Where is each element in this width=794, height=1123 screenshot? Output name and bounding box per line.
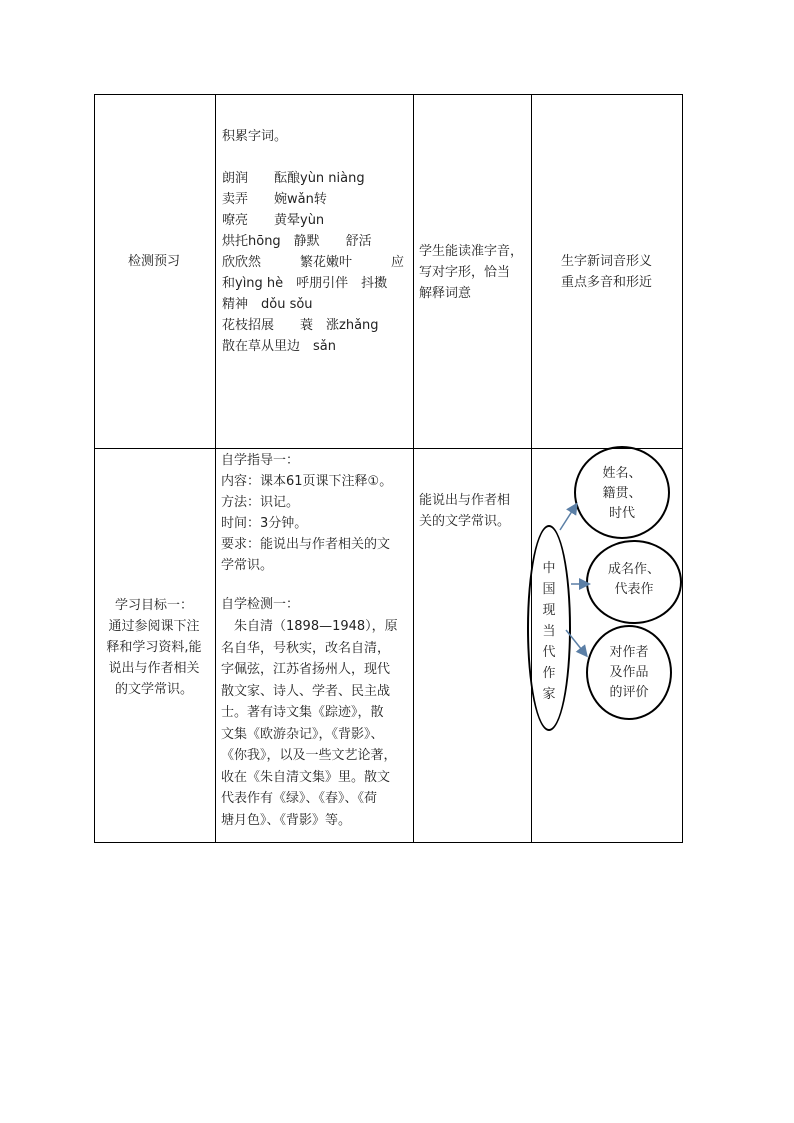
check-line: 朱自清（1898—1948），原 [221, 619, 398, 634]
row2-goal-line: 能说出与作者相 [419, 493, 511, 508]
vocab-line: 和yìng hè 呼朋引伴 抖擞 [222, 276, 388, 291]
arrow-to-evaluation [566, 630, 586, 655]
row2-objective-line: 释和学习资料,能 [106, 640, 202, 655]
guide-line: 要求：能说出与作者相关的文 [221, 537, 391, 552]
arrow-to-name [560, 505, 576, 530]
guide-line: 时间：3分钟。 [221, 516, 308, 531]
center-char-line: 家 [542, 687, 556, 702]
node-works-line: 代表作 [614, 582, 654, 597]
row2-objective-line: 说出与作者相关 [108, 661, 200, 676]
guide-line: 学常识。 [221, 558, 274, 573]
center-char-line: 国 [542, 582, 556, 597]
guide-line: 方法：识记。 [221, 495, 300, 510]
check-line: 文集《欧游杂记》，《背影》、 [221, 726, 384, 742]
center-char-line: 现 [542, 603, 556, 618]
vocab-line: 朗润 酝酿yùn niàng [222, 171, 365, 186]
row1-goal-line: 学生能读准字音， [419, 244, 524, 259]
node-name-line: 姓名、 [602, 466, 642, 481]
center-char-line: 当 [542, 624, 556, 639]
vocab-line: 嘹亮 黄晕yùn [222, 213, 325, 228]
vocab-line: 烘托hōng 静默 舒活 [222, 234, 372, 249]
node-name-line: 时代 [608, 506, 635, 521]
center-char-line: 作 [542, 666, 556, 681]
check-line: 字佩弦，江苏省扬州人，现代 [221, 662, 391, 677]
guide-line: 自学指导一： [221, 453, 300, 468]
row1-focus-line: 生字新词音形义 [560, 254, 652, 269]
vocab-line: 欣欣然 繁花嫩叶 应 [222, 255, 405, 270]
center-char-line: 代 [542, 645, 556, 660]
node-evaluation-line: 的评价 [609, 685, 649, 700]
check-line: 塘月色》、《背影》等。 [221, 812, 352, 828]
center-char-line: 中 [542, 561, 556, 576]
node-evaluation-line: 对作者 [609, 645, 649, 660]
row2-self-check-title: 自学检测一： [221, 597, 300, 612]
vocab-line: 散在草从里边 sǎn [222, 339, 336, 354]
row1-focus-line: 重点多音和形近 [560, 275, 652, 290]
vocab-line: 精神 dǒu sǒu [222, 297, 313, 312]
row2-goal-line: 关的文学常识。 [419, 514, 511, 529]
check-line: 名自华，号秋实，改名自清， [221, 640, 391, 656]
row2-objective-line: 的文学常识。 [114, 682, 193, 697]
vocab-line: 积累字词。 [222, 129, 288, 144]
vocab-line: 卖弄 婉wǎn转 [222, 192, 327, 207]
check-line: 收在《朱自清文集》里。散文 [221, 769, 391, 785]
row1-goal-line: 解释词意 [419, 286, 472, 301]
row2-objective-line: 学习目标一： [114, 598, 193, 613]
check-line: 散文家、诗人、学者、民主战 [221, 683, 391, 699]
node-name-line: 籍贯、 [602, 486, 642, 501]
check-line: 代表作有《绿》、《春》、《荷 [221, 791, 378, 806]
row1-goal-line: 写对字形，恰当 [419, 265, 511, 280]
row2-objective-line: 通过参阅课下注 [108, 619, 200, 634]
check-line: 《你我》，以及一些文艺论著， [221, 748, 397, 763]
vocab-line: 花枝招展 蓑 涨zhǎng [222, 318, 379, 333]
check-line: 士。著有诗文集《踪迹》，散 [221, 705, 384, 720]
node-evaluation-line: 及作品 [609, 665, 649, 680]
guide-line: 内容：课本61页课下注释①。 [221, 474, 393, 489]
node-works-line: 成名作、 [607, 562, 660, 577]
row1-stage-label: 检测预习 [127, 254, 180, 269]
